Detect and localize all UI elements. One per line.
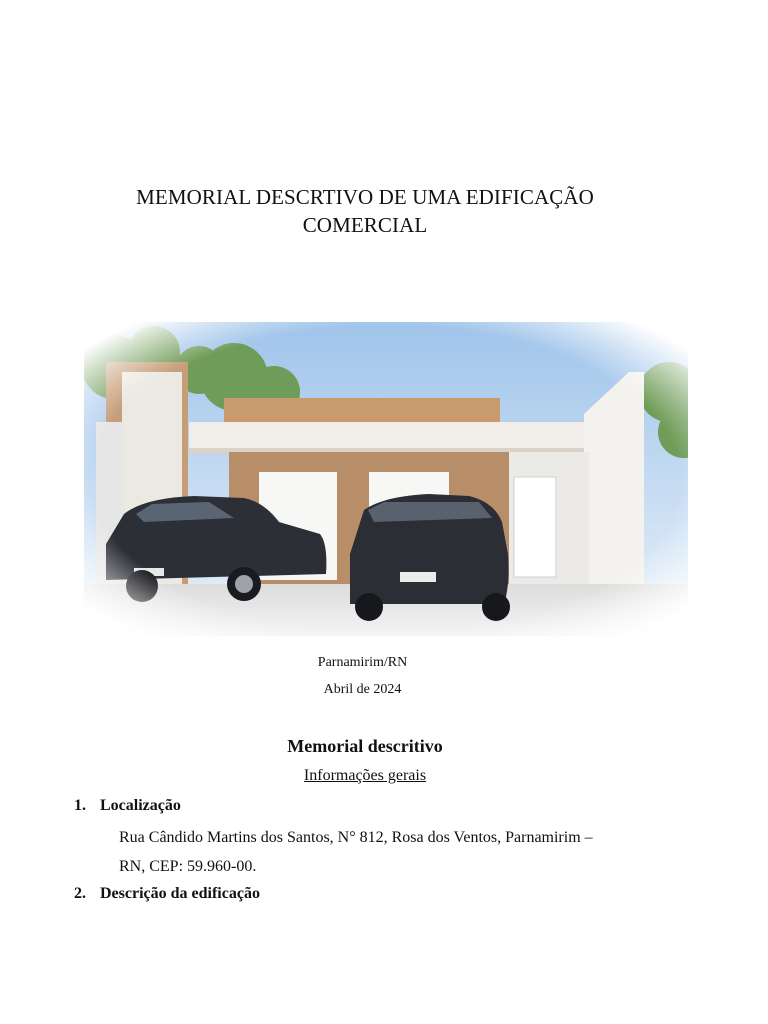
address-line-1: Rua Cândido Martins dos Santos, N° 812, Rosa dos Ventos, Parnamirim –	[119, 829, 593, 846]
cover-image	[84, 322, 688, 636]
section-1-number: 1.	[74, 797, 86, 814]
section-1-label: Localização	[100, 797, 181, 814]
section-2-title	[74, 885, 260, 903]
document-title	[0, 183, 730, 239]
section-1-title	[74, 797, 181, 815]
section-1-text	[119, 823, 679, 881]
section-2-label: Descrição da edificação	[100, 885, 260, 902]
document-date: Abril de 2024	[323, 682, 402, 697]
section-heading: Memorial descritivo	[287, 736, 443, 756]
address-line-2: RN, CEP: 59.960-00.	[119, 858, 257, 875]
title-line-2: COMERCIAL	[302, 213, 428, 237]
section-subheading: Informações gerais	[303, 767, 427, 784]
title-line-1: MEMORIAL DESCRTIVO DE UMA EDIFICAÇÃO	[136, 185, 594, 209]
section-2-number: 2.	[74, 885, 86, 902]
document-city: Parnamirim/RN	[317, 655, 408, 670]
